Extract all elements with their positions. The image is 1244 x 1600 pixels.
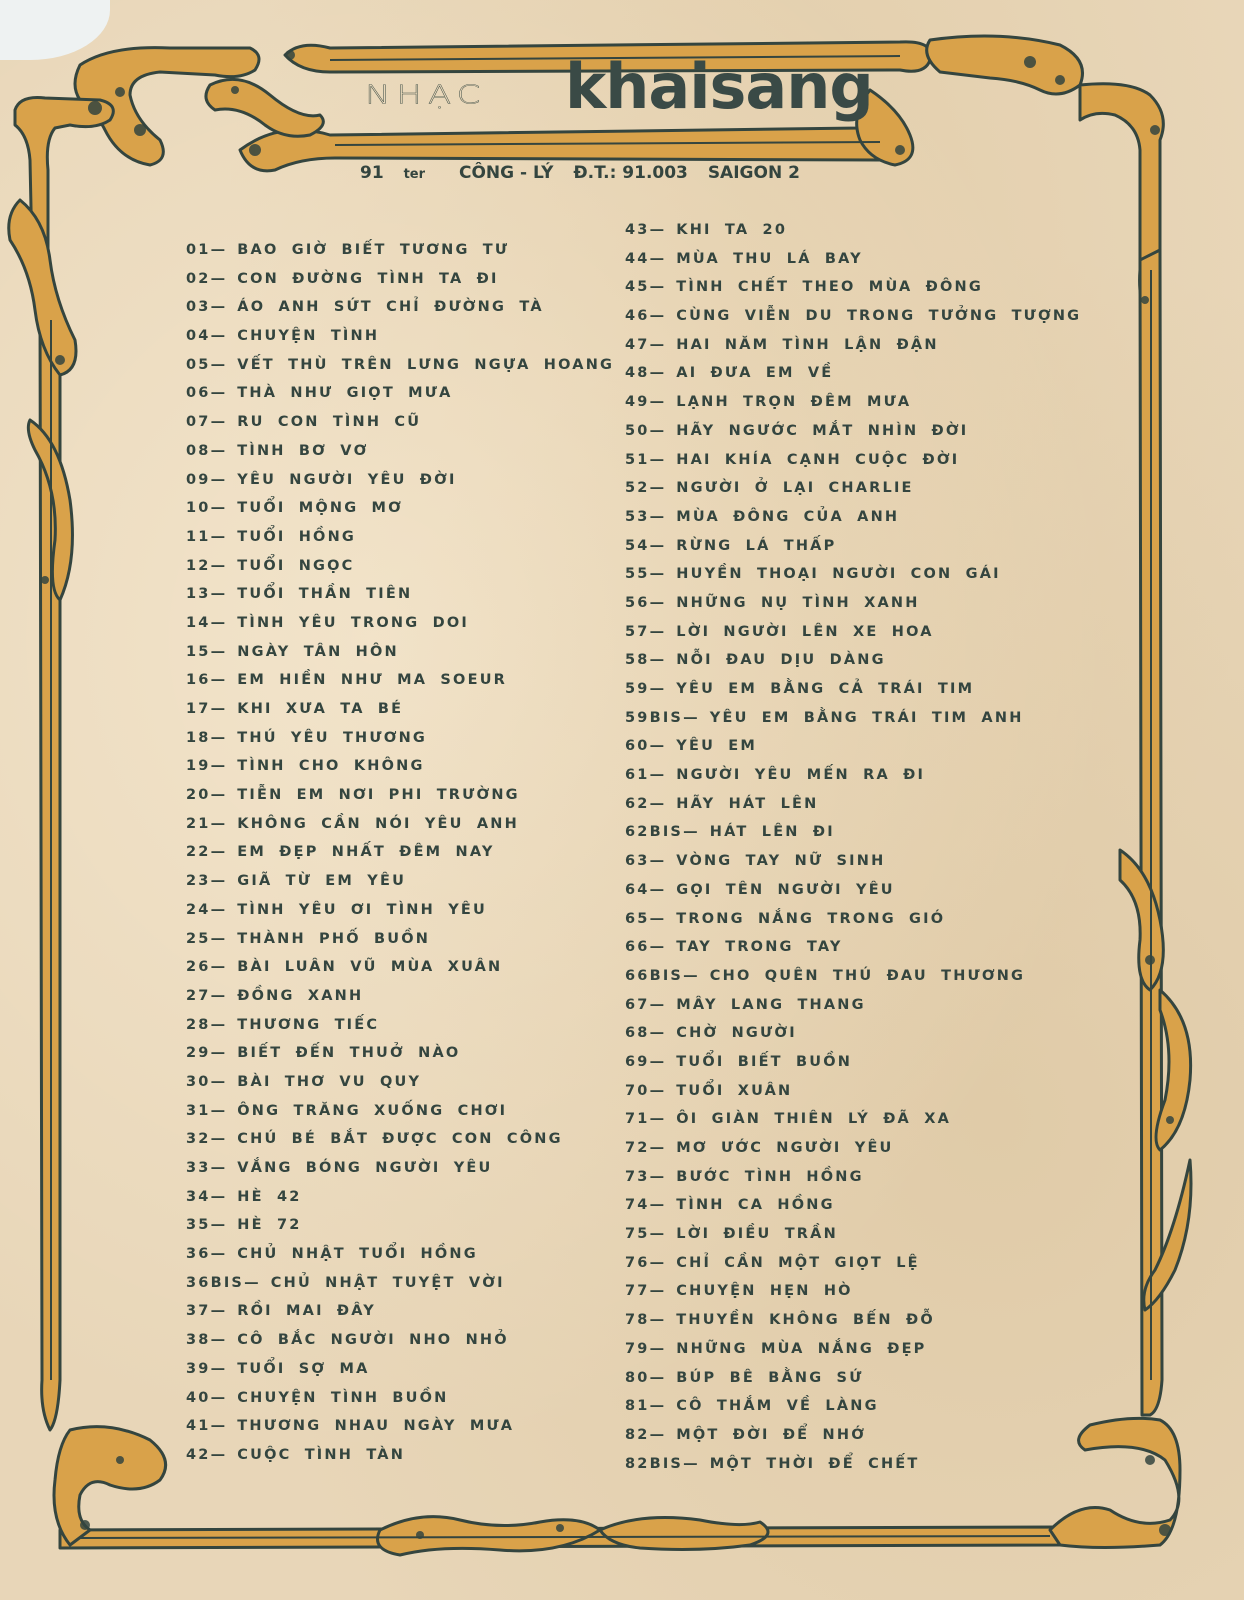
brand-prefix: NHẠC <box>365 80 487 110</box>
song-title: EM HIỀN NHƯ MA SOEUR <box>237 672 508 689</box>
song-title: BIẾT ĐẾN THUỞ NÀO <box>237 1045 461 1062</box>
song-list-item <box>186 1068 614 1097</box>
song-number: 23— <box>186 873 228 890</box>
song-number: 15— <box>186 643 228 660</box>
song-number: 35— <box>186 1217 228 1234</box>
song-number: 13— <box>186 586 228 603</box>
song-number: 47— <box>625 336 667 353</box>
song-title: TÌNH YÊU TRONG DOI <box>237 614 469 631</box>
song-list-item <box>625 1019 1081 1048</box>
song-title: CHỦ NHẬT TUỔI HỒNG <box>237 1246 478 1263</box>
song-list-item <box>625 1191 1081 1220</box>
song-list-item <box>625 1364 1081 1393</box>
song-list-left <box>186 236 614 1470</box>
song-number: 01— <box>186 242 228 258</box>
song-number: 67— <box>625 996 667 1013</box>
song-number: 06— <box>186 385 228 402</box>
song-number: 81— <box>625 1398 667 1415</box>
city: SAIGON 2 <box>707 163 800 183</box>
song-number: 28— <box>186 1016 228 1033</box>
song-list-item <box>625 331 1081 360</box>
song-number: 53— <box>625 508 667 525</box>
song-number: 51— <box>625 451 667 468</box>
song-number: 59BIS— <box>625 709 700 726</box>
song-title: NGƯỜI YÊU MẾN RA ĐI <box>676 767 926 784</box>
song-number: 36— <box>186 1246 228 1263</box>
address-number <box>360 163 439 183</box>
song-number: 27— <box>186 987 228 1004</box>
song-number: 30— <box>186 1073 228 1090</box>
song-list-item <box>186 1412 614 1441</box>
song-list-item <box>186 781 614 810</box>
song-number: 36BIS— <box>186 1274 261 1291</box>
song-number: 26— <box>186 959 228 976</box>
song-list-item <box>186 1269 614 1298</box>
song-title: HAI KHÍA CẠNH CUỘC ĐỜI <box>676 451 960 468</box>
song-title: KHI TA 20 <box>676 222 788 238</box>
song-number: 18— <box>186 729 228 746</box>
song-title: TUỔI SỢ MA <box>237 1360 370 1377</box>
song-list-item <box>186 1297 614 1326</box>
song-list-item <box>186 351 614 380</box>
song-title: YÊU EM BẰNG CẢ TRÁI TIM <box>676 681 975 697</box>
song-title: NHỮNG MÙA NẮNG ĐẸP <box>676 1340 927 1357</box>
song-list-item <box>625 962 1081 991</box>
song-list-item <box>625 818 1081 847</box>
song-title: MÙA THU LÁ BAY <box>676 250 863 267</box>
song-list-item <box>186 466 614 495</box>
song-title: CHUYỆN TÌNH BUỒN <box>237 1389 449 1406</box>
song-number: 04— <box>186 328 228 345</box>
song-number: 59— <box>625 681 667 697</box>
song-title: EM ĐẸP NHẤT ĐÊM NAY <box>237 844 495 861</box>
song-title: NGƯỜI Ở LẠI CHARLIE <box>676 480 914 497</box>
song-title: NỖI ĐAU DỊU DÀNG <box>676 652 886 669</box>
song-list-item <box>625 1421 1081 1450</box>
song-number: 79— <box>625 1340 667 1357</box>
address-number-value: 91 <box>360 163 384 183</box>
song-list-item <box>625 1277 1081 1306</box>
song-list-item <box>625 847 1081 876</box>
song-number: 07— <box>186 414 228 431</box>
song-list-item <box>625 933 1081 962</box>
song-title: HAI NĂM TÌNH LẬN ĐẬN <box>676 336 939 353</box>
song-list-item <box>186 265 614 294</box>
song-number: 73— <box>625 1168 667 1185</box>
song-list-item <box>625 1105 1081 1134</box>
song-title: CHÚ BÉ BẮT ĐƯỢC CON CÔNG <box>237 1131 563 1148</box>
song-list-item <box>186 293 614 322</box>
song-title: YÊU EM <box>676 738 758 755</box>
song-number: 82— <box>625 1426 667 1443</box>
song-title: CHUYỆN HẸN HÒ <box>676 1283 853 1300</box>
song-title: THÚ YÊU THƯƠNG <box>237 729 427 746</box>
song-title: THUYỀN KHÔNG BẾN ĐỖ <box>676 1312 935 1329</box>
song-title: MƠ ƯỚC NGƯỜI YÊU <box>676 1140 894 1156</box>
song-list-item <box>625 589 1081 618</box>
song-list-item <box>625 732 1081 761</box>
brand-name: khaisang <box>565 50 873 123</box>
song-title: CÔ BẮC NGƯỜI NHO NHỎ <box>237 1332 509 1349</box>
song-number: 34— <box>186 1188 228 1205</box>
song-list-item <box>186 724 614 753</box>
song-title: NHỮNG NỤ TÌNH XANH <box>676 594 920 611</box>
song-title: THÀ NHƯ GIỌT MƯA <box>237 385 453 402</box>
song-number: 71— <box>625 1111 667 1128</box>
song-list-item <box>186 580 614 609</box>
song-list-item <box>625 1163 1081 1192</box>
address-street: CÔNG - LÝ <box>458 163 554 183</box>
song-list-item <box>186 236 614 265</box>
song-list-item <box>625 532 1081 561</box>
song-list-item <box>625 1220 1081 1249</box>
song-number: 74— <box>625 1197 667 1214</box>
song-title: CHỈ CẦN MỘT GIỌT LỆ <box>676 1254 920 1271</box>
song-title: KHÔNG CẦN NÓI YÊU ANH <box>237 815 519 832</box>
song-title: LẠNH TRỌN ĐÊM MƯA <box>676 394 912 411</box>
song-list-item <box>625 1392 1081 1421</box>
song-title: TUỔI THẦN TIÊN <box>237 586 413 603</box>
song-list-item <box>186 925 614 954</box>
song-title: TUỔI XUÂN <box>676 1082 793 1099</box>
song-list-item <box>625 503 1081 532</box>
song-number: 50— <box>625 422 667 439</box>
song-list-item <box>186 523 614 552</box>
song-list-item <box>186 1240 614 1269</box>
song-title: RU CON TÌNH CŨ <box>237 414 422 431</box>
song-number: 70— <box>625 1082 667 1099</box>
song-title: YÊU NGƯỜI YÊU ĐỜI <box>237 471 457 488</box>
song-number: 10— <box>186 500 228 517</box>
song-list-item <box>625 991 1081 1020</box>
song-title: LỜI NGƯỜI LÊN XE HOA <box>676 623 934 640</box>
song-number: 03— <box>186 299 228 316</box>
song-title: CHO QUÊN THÚ ĐAU THƯƠNG <box>709 967 1026 984</box>
song-title: RỪNG LÁ THẤP <box>676 537 837 554</box>
song-number: 54— <box>625 537 667 554</box>
song-number: 39— <box>186 1360 228 1377</box>
song-list-right <box>625 216 1081 1478</box>
song-number: 19— <box>186 758 228 775</box>
song-list-item <box>625 905 1081 934</box>
song-title: ÔI GIÀN THIÊN LÝ ĐÃ XA <box>676 1111 952 1128</box>
song-list-item <box>625 761 1081 790</box>
song-title: TRONG NẮNG TRONG GIÓ <box>676 910 946 927</box>
song-number: 45— <box>625 279 667 296</box>
song-title: MỘT ĐỜI ĐỂ NHỚ <box>676 1426 867 1443</box>
song-list-item <box>186 1125 614 1154</box>
song-list-item <box>186 1154 614 1183</box>
song-number: 57— <box>625 623 667 640</box>
song-number: 44— <box>625 250 667 267</box>
song-number: 77— <box>625 1283 667 1300</box>
song-list-item <box>625 618 1081 647</box>
song-list-item <box>186 1326 614 1355</box>
song-title: KHI XƯA TA BÉ <box>237 701 404 717</box>
song-list-item <box>625 245 1081 274</box>
song-number: 49— <box>625 394 667 411</box>
song-list-item <box>625 646 1081 675</box>
song-number: 32— <box>186 1131 228 1148</box>
song-list-item <box>625 388 1081 417</box>
song-title: TÌNH YÊU ƠI TÌNH YÊU <box>237 901 488 918</box>
song-list-item <box>186 953 614 982</box>
song-title: TAY TRONG TAY <box>676 939 843 956</box>
song-title: THÀNH PHỐ BUỒN <box>237 930 431 947</box>
song-title: AI ĐƯA EM VỀ <box>676 365 834 382</box>
song-list-item <box>625 790 1081 819</box>
song-number: 31— <box>186 1102 228 1119</box>
song-number: 24— <box>186 901 228 918</box>
song-list-item <box>186 695 614 724</box>
song-list-item <box>186 896 614 925</box>
song-title: TUỔI MỘNG MƠ <box>237 500 404 517</box>
song-title: GỌI TÊN NGƯỜI YÊU <box>676 881 895 898</box>
song-list-item <box>186 982 614 1011</box>
song-title: CON ĐƯỜNG TÌNH TA ĐI <box>237 270 499 287</box>
song-title: ÔNG TRĂNG XUỐNG CHƠI <box>237 1102 508 1119</box>
song-number: 62— <box>625 795 667 812</box>
song-title: BÀI LUÂN VŨ MÙA XUÂN <box>237 959 503 976</box>
song-number: 65— <box>625 910 667 927</box>
song-list-item <box>625 1335 1081 1364</box>
song-list-item <box>625 876 1081 905</box>
song-title: VẮNG BÓNG NGƯỜI YÊU <box>237 1160 493 1176</box>
song-title: ÁO ANH SỨT CHỈ ĐƯỜNG TÀ <box>237 299 544 316</box>
song-title: CHỦ NHẬT TUYỆT VỜI <box>270 1274 505 1291</box>
song-number: 52— <box>625 480 667 497</box>
song-number: 20— <box>186 787 228 804</box>
song-title: CHUYỆN TÌNH <box>237 328 380 345</box>
song-title: TÌNH CA HỒNG <box>676 1197 835 1214</box>
song-number: 08— <box>186 442 228 459</box>
song-title: HÈ 42 <box>237 1188 302 1205</box>
song-number: 22— <box>186 844 228 861</box>
song-title: YÊU EM BẰNG TRÁI TIM ANH <box>709 709 1024 726</box>
song-list-item <box>186 752 614 781</box>
song-list-item <box>625 1048 1081 1077</box>
song-number: 72— <box>625 1140 667 1156</box>
song-title: TUỔI BIẾT BUỒN <box>676 1053 853 1070</box>
song-number: 17— <box>186 701 228 717</box>
song-number: 14— <box>186 614 228 631</box>
song-list-item <box>186 1011 614 1040</box>
song-list-item <box>186 1039 614 1068</box>
song-list-item <box>186 379 614 408</box>
song-number: 09— <box>186 471 228 488</box>
song-title: TÌNH CHẾT THEO MÙA ĐÔNG <box>676 279 983 296</box>
song-title: BÚP BÊ BẰNG SỨ <box>676 1369 864 1386</box>
song-title: TUỔI NGỌC <box>237 557 355 574</box>
song-list-item <box>186 1441 614 1470</box>
song-title: HUYỀN THOẠI NGƯỜI CON GÁI <box>676 566 1001 583</box>
song-list-item <box>625 1306 1081 1335</box>
song-number: 21— <box>186 815 228 832</box>
song-number: 66BIS— <box>625 967 700 984</box>
song-list-item <box>186 1355 614 1384</box>
song-number: 11— <box>186 528 228 545</box>
song-list-item <box>625 446 1081 475</box>
song-list-item <box>186 494 614 523</box>
song-title: HÁT LÊN ĐI <box>709 824 835 841</box>
address-line <box>360 163 814 183</box>
song-list-item <box>186 1384 614 1413</box>
song-title: ĐỒNG XANH <box>237 987 364 1004</box>
song-number: 43— <box>625 222 667 238</box>
song-title: MÙA ĐÔNG CỦA ANH <box>676 508 900 525</box>
song-list-item <box>625 1134 1081 1163</box>
song-number: 66— <box>625 939 667 956</box>
song-list-item <box>186 838 614 867</box>
song-list-item <box>186 408 614 437</box>
song-number: 41— <box>186 1418 228 1435</box>
song-number: 82BIS— <box>625 1455 700 1472</box>
song-title: CUỘC TÌNH TÀN <box>237 1446 406 1463</box>
song-number: 42— <box>186 1446 228 1463</box>
song-number: 75— <box>625 1226 667 1243</box>
song-title: HÈ 72 <box>237 1217 302 1234</box>
song-number: 46— <box>625 308 667 325</box>
song-list-item <box>625 675 1081 704</box>
song-list-item <box>625 560 1081 589</box>
song-number: 60— <box>625 738 667 755</box>
song-number: 48— <box>625 365 667 382</box>
song-number: 63— <box>625 853 667 870</box>
song-number: 56— <box>625 594 667 611</box>
song-number: 37— <box>186 1303 228 1320</box>
song-list-item <box>625 302 1081 331</box>
song-number: 68— <box>625 1025 667 1042</box>
song-list-item <box>625 273 1081 302</box>
song-list-item <box>625 417 1081 446</box>
song-number: 05— <box>186 356 228 373</box>
song-number: 62BIS— <box>625 824 700 841</box>
song-title: MỘT THỜI ĐỂ CHẾT <box>709 1455 920 1472</box>
song-title: HÃY NGƯỚC MẮT NHÌN ĐỜI <box>676 422 969 439</box>
song-title: TIỄN EM NƠI PHI TRƯỜNG <box>237 787 520 804</box>
song-number: 02— <box>186 270 228 287</box>
song-title: CÔ THẮM VỀ LÀNG <box>676 1398 879 1415</box>
song-list-item <box>186 666 614 695</box>
song-title: TUỔI HỒNG <box>237 528 357 545</box>
song-number: 64— <box>625 881 667 898</box>
song-title: GIÃ TỪ EM YÊU <box>237 873 407 890</box>
song-title: HÃY HÁT LÊN <box>676 795 819 812</box>
song-number: 78— <box>625 1312 667 1329</box>
song-title: LỜI ĐIỀU TRẦN <box>676 1226 838 1243</box>
phone-number: Đ.T.: 91.003 <box>573 163 688 183</box>
song-title: THƯƠNG TIẾC <box>237 1016 380 1033</box>
song-list-item <box>625 359 1081 388</box>
song-number: 16— <box>186 672 228 689</box>
song-list-item <box>625 216 1081 245</box>
song-number: 40— <box>186 1389 228 1406</box>
song-list-item <box>186 810 614 839</box>
song-list-item <box>186 322 614 351</box>
song-number: 55— <box>625 566 667 583</box>
song-number: 80— <box>625 1369 667 1386</box>
song-number: 29— <box>186 1045 228 1062</box>
brand-logo <box>360 50 873 123</box>
song-number: 12— <box>186 557 228 574</box>
song-title: CÙNG VIỄN DU TRONG TƯỞNG TƯỢNG <box>676 308 1082 325</box>
song-list-item <box>186 1211 614 1240</box>
song-title: RỒI MAI ĐÂY <box>237 1303 376 1320</box>
song-list-item <box>186 437 614 466</box>
song-number: 76— <box>625 1254 667 1271</box>
song-title: NGÀY TÂN HÔN <box>237 643 399 660</box>
song-list-item <box>625 1077 1081 1106</box>
song-number: 58— <box>625 652 667 669</box>
song-list-item <box>625 704 1081 733</box>
song-number: 69— <box>625 1053 667 1070</box>
address-suffix: ter <box>403 167 426 182</box>
song-title: VẾT THÙ TRÊN LƯNG NGỰA HOANG <box>237 356 615 373</box>
song-number: 38— <box>186 1332 228 1349</box>
song-list-item <box>186 1097 614 1126</box>
song-list-item <box>186 552 614 581</box>
song-title: VÒNG TAY NỮ SINH <box>676 853 886 870</box>
song-number: 33— <box>186 1160 228 1176</box>
song-title: BAO GIỜ BIẾT TƯƠNG TƯ <box>237 242 510 258</box>
song-list-item <box>186 867 614 896</box>
song-number: 25— <box>186 930 228 947</box>
song-title: BÀI THƠ VU QUY <box>237 1073 422 1090</box>
song-list-item <box>625 1450 1081 1479</box>
song-list-item <box>625 474 1081 503</box>
song-title: THƯƠNG NHAU NGÀY MƯA <box>237 1418 515 1435</box>
song-list-item <box>186 609 614 638</box>
song-title: CHỜ NGƯỜI <box>676 1025 797 1042</box>
song-title: BƯỚC TÌNH HỒNG <box>676 1168 864 1185</box>
song-title: TÌNH CHO KHÔNG <box>237 758 425 775</box>
song-title: MÂY LANG THANG <box>676 996 866 1013</box>
song-title: TÌNH BƠ VƠ <box>237 442 369 459</box>
song-list-item <box>186 1183 614 1212</box>
song-number: 61— <box>625 767 667 784</box>
song-list-item <box>186 638 614 667</box>
song-list-item <box>625 1249 1081 1278</box>
